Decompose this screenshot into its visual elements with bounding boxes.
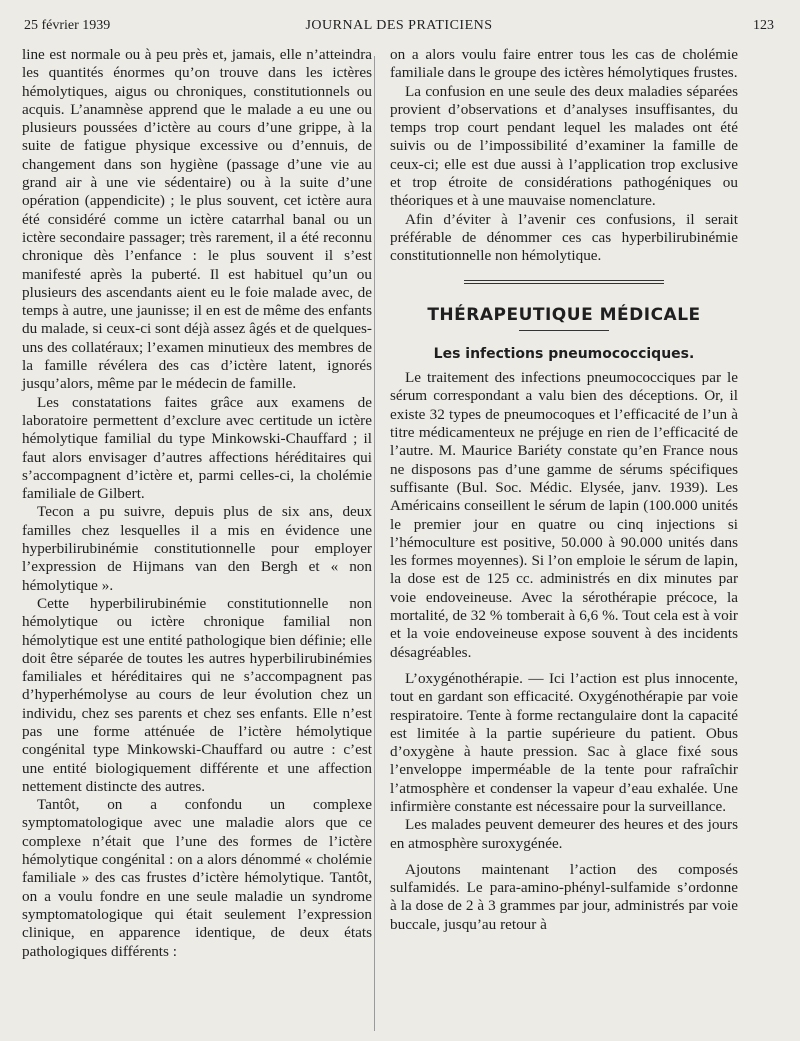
column-divider [374, 56, 375, 1031]
paragraph: L’oxygénothérapie. — Ici l’action est plus innocente, tout en gardant son efficacité. Oxygénothérapie par voie respiratoire. Tente à forme rectangulaire dont la capacité est limitée à la partie supérieure du patient. Obus d’oxygène à haute pression. Sac à glace fixé sous l’enveloppe imperméable de la tente pour rafraîchir l’atmosphère et condenser la vapeur d’eau exhalée. Une infirmière constante est nécessaire pour la surveillance. [390, 669, 738, 815]
article-subtitle: Les infections pneumococciques. [433, 345, 695, 362]
left-column [22, 46, 372, 961]
paragraph: Les malades peuvent demeurer des heures et des jours en atmosphère suroxygénée. [390, 816, 738, 852]
paragraph: Cette hyperbilirubinémie constitutionnelle non hémolytique ou ictère chronique familial non hémolytique est une entité pathologique bien définie; elle doit être séparée de toutes les autres hyperbilirubinémies familiales et héréditaires qui ne s’accompagnent pas d’hyperhémolyse au cours de leur évolution chez un individu, chez ses parents et chez ses enfants. Elle n’est pas une forme atténuée de l’ictère hémolytique congénital type Minkowski-Chauffard ou autre : c’est une entité biologiquement différente et une affection nettement distincte des autres. [22, 594, 372, 795]
paragraph: Ajoutons maintenant l’action des composés sulfamidés. Le para-amino-phényl-sulfamide s’ordonne à la dose de 2 à 3 grammes par jour, administrés par voie buccale, jusqu’au retour à [390, 860, 738, 933]
paragraph: Tantôt, on a confondu un complexe symptomatologique avec une maladie alors que ce complexe n’était que l’une des formes de l’ictère hémolytique congénital : on a alors dénommé « cholémie familiale » des cas frustes d’ictère hémolytique. Tantôt, on a voulu fondre en une seule maladie un syndrome symptomatologique qui était seulement l’expression clinique, en apparence identique, de deux états pathologiques différents : [22, 796, 372, 960]
paragraph: La confusion en une seule des deux maladies séparées provient d’observations et d’analyses insuffisantes, du temps trop court pendant lequel les malades ont été suivis ou de l’impossibilité d’examiner la famille de ceux-ci; elle est due aussi à l’application trop exclusive et trop étroite de considérations pathogéniques ou théoriques et à une mauvaise nomenclature. [390, 82, 738, 210]
section-title: THÉRAPEUTIQUE MÉDICALE [427, 304, 701, 325]
title-underline [519, 330, 609, 331]
paragraph: Afin d’éviter à l’avenir ces confusions, il serait préférable de dénommer ces cas hyperbilirubinémie constitutionnelle non hémolytique. [390, 210, 738, 265]
paragraph: line est normale ou à peu près et, jamais, elle n’atteindra les quantités énormes qu’on trouve dans les ictères hémolytiques, aigus ou chroniques, constitutionnels ou acquis. L’anamnèse apprend que le malade a eu une ou plusieurs poussées d’ictère au cours d’une grippe, à la suite de fatigue physique excessive ou d’ennuis, de changement dans son hygiène (passage d’une vie au grand air à une vie sédentaire) ou à la suite d’une opération (appendicite) ; le plus souvent, cet ictère aura été considéré comme un ictère catarrhal banal ou un ictère secondaire passager; très rarement, il a été reconnu chronique dès l’enfance : le plus souvent il s’est manifesté après la puberté. Il est habituel qu’un ou plusieurs des ascendants aient eu le foie malade avec, de temps à autre, une jaunisse; il en est de même des enfants du malade, si ceux-ci sont déjà assez âgés et de quelques-uns des collatéraux; l’examen minutieux des membres de la famille révélera des cas d’ictère latent, ignorés jusqu’alors, même par le médecin de famille. [22, 46, 372, 393]
header-page-number: 123 [753, 18, 774, 33]
paragraph: Les constatations faites grâce aux examens de laboratoire permettent d’exclure avec certitude un ictère hémolytique familial du type Minkowski-Chauffard ; il faut alors envisager d’autres affections héréditaires qui s’accompagnent d’ictère et, parmi celles-ci, la cholémie familiale de Gilbert. [22, 393, 372, 503]
section-separator [464, 280, 664, 284]
paragraph: Tecon a pu suivre, depuis plus de six ans, deux familles chez lesquelles il a mis en évidence une hyperbilirubinémie constitutionnelle pour employer l’expression de Hijmans van den Bergh et « non hémolytique ». [22, 503, 372, 594]
paragraph: on a alors voulu faire entrer tous les cas de cholémie familiale dans le groupe des ictères hémolytiques frustes. [390, 46, 738, 82]
running-header [24, 18, 774, 36]
paragraph: Le traitement des infections pneumococciques par le sérum correspondant a valu bien des déceptions. Or, il existe 32 types de pneumocoques et l’efficacité de l’un à titre médicamenteux ne préjuge en rien de l’efficacité de l’autre. M. Maurice Bariéty constate qu’en France nous ne disposons pas d’une gamme de sérums spécifiques suffisante (Bul. Soc. Médic. Elysée, janv. 1939). Les Américains conseillent le sérum de lapin (100.000 unités le premier jour en quatre ou cinq injections si l’hémoculture est positive, 50.000 à 90.000 unités dans les formes moyennes). Si l’on emploie le sérum de lapin, la dose est de 125 cc. administrés en dix minutes par voie endoveineuse. Avec la sérothérapie précoce, la mortalité, de 32 % tomberait à 6,6 %. Tout cela est à voir et la voie endoveineuse expose souvent à des incidents désagréables. [390, 369, 738, 661]
header-journal-title: JOURNAL DES PRATICIENS [305, 18, 493, 33]
header-date: 25 février 1939 [24, 18, 111, 33]
right-column [390, 46, 738, 934]
